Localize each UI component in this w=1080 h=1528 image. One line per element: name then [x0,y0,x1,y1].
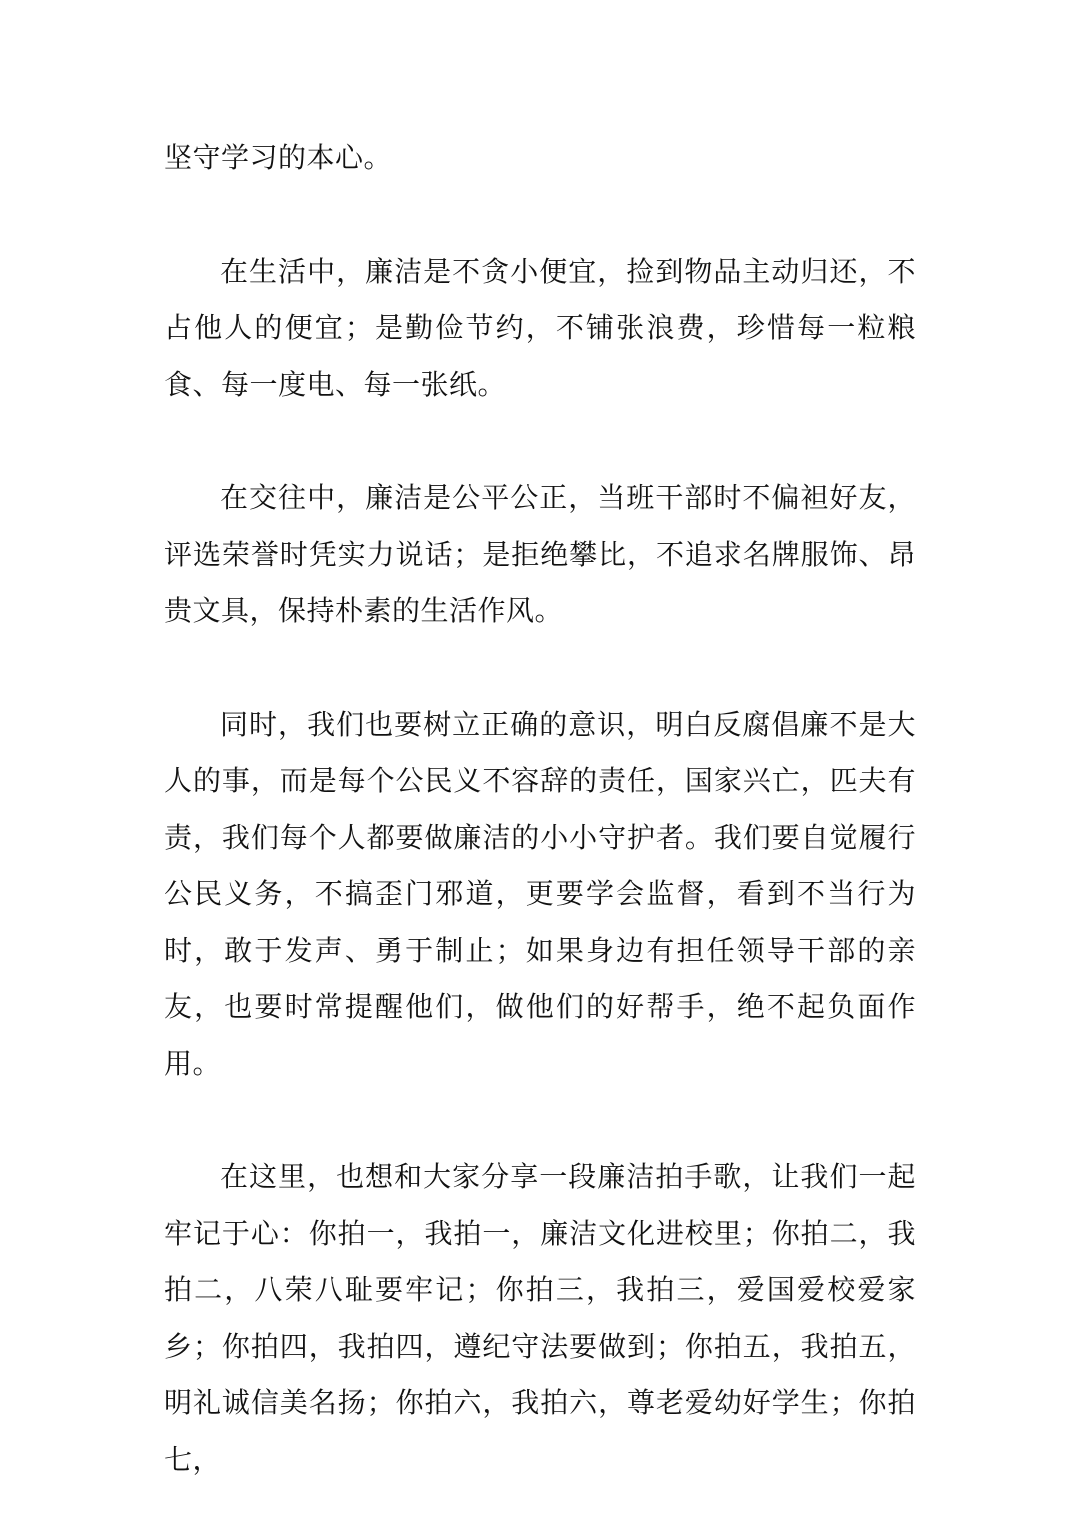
paragraph-gap [164,187,916,244]
paragraph-1: 坚守学习的本心。 [164,141,393,174]
paragraph-4: 同时，我们也要树立正确的意识，明白反腐倡廉不是大人的事，而是每个公民义不容辞的责任，国家兴亡，匹夫有责，我们每个人都要做廉洁的小小守护者。我们要自觉履行公民义务，不搞歪门邪道，更要学会监督，看到不当行为时，敢于发声、勇于制止；如果身边有担任领导干部的亲友，也要时常提醒他们，做他们的好帮手，绝不起负面作用。 [164,707,916,1080]
paragraph-5: 在这里，也想和大家分享一段廉洁拍手歌，让我们一起牢记于心：你拍一，我拍一，廉洁文化进校里；你拍二，我拍二，八荣八耻要牢记；你拍三，我拍三，爱国爱校爱家乡；你拍四，我拍四，遵纪守法要做到；你拍五，我拍五，明礼诚信美名扬；你拍六，我拍六，尊老爱幼好学生；你拍七， [164,1160,916,1476]
document-body [164,130,916,1488]
paragraph-gap [164,413,916,470]
paragraph-3: 在交往中，廉洁是公平公正，当班干部时不偏袒好友，评选荣誉时凭实力说话；是拒绝攀比，不追求名牌服饰、昂贵文具，保持朴素的生活作风。 [164,481,916,627]
paragraph-gap [164,1092,916,1149]
paragraph-gap [164,640,916,697]
paragraph-2: 在生活中，廉洁是不贪小便宜，捡到物品主动归还，不占他人的便宜；是勤俭节约，不铺张浪费，珍惜每一粒粮食、每一度电、每一张纸。 [164,254,916,401]
